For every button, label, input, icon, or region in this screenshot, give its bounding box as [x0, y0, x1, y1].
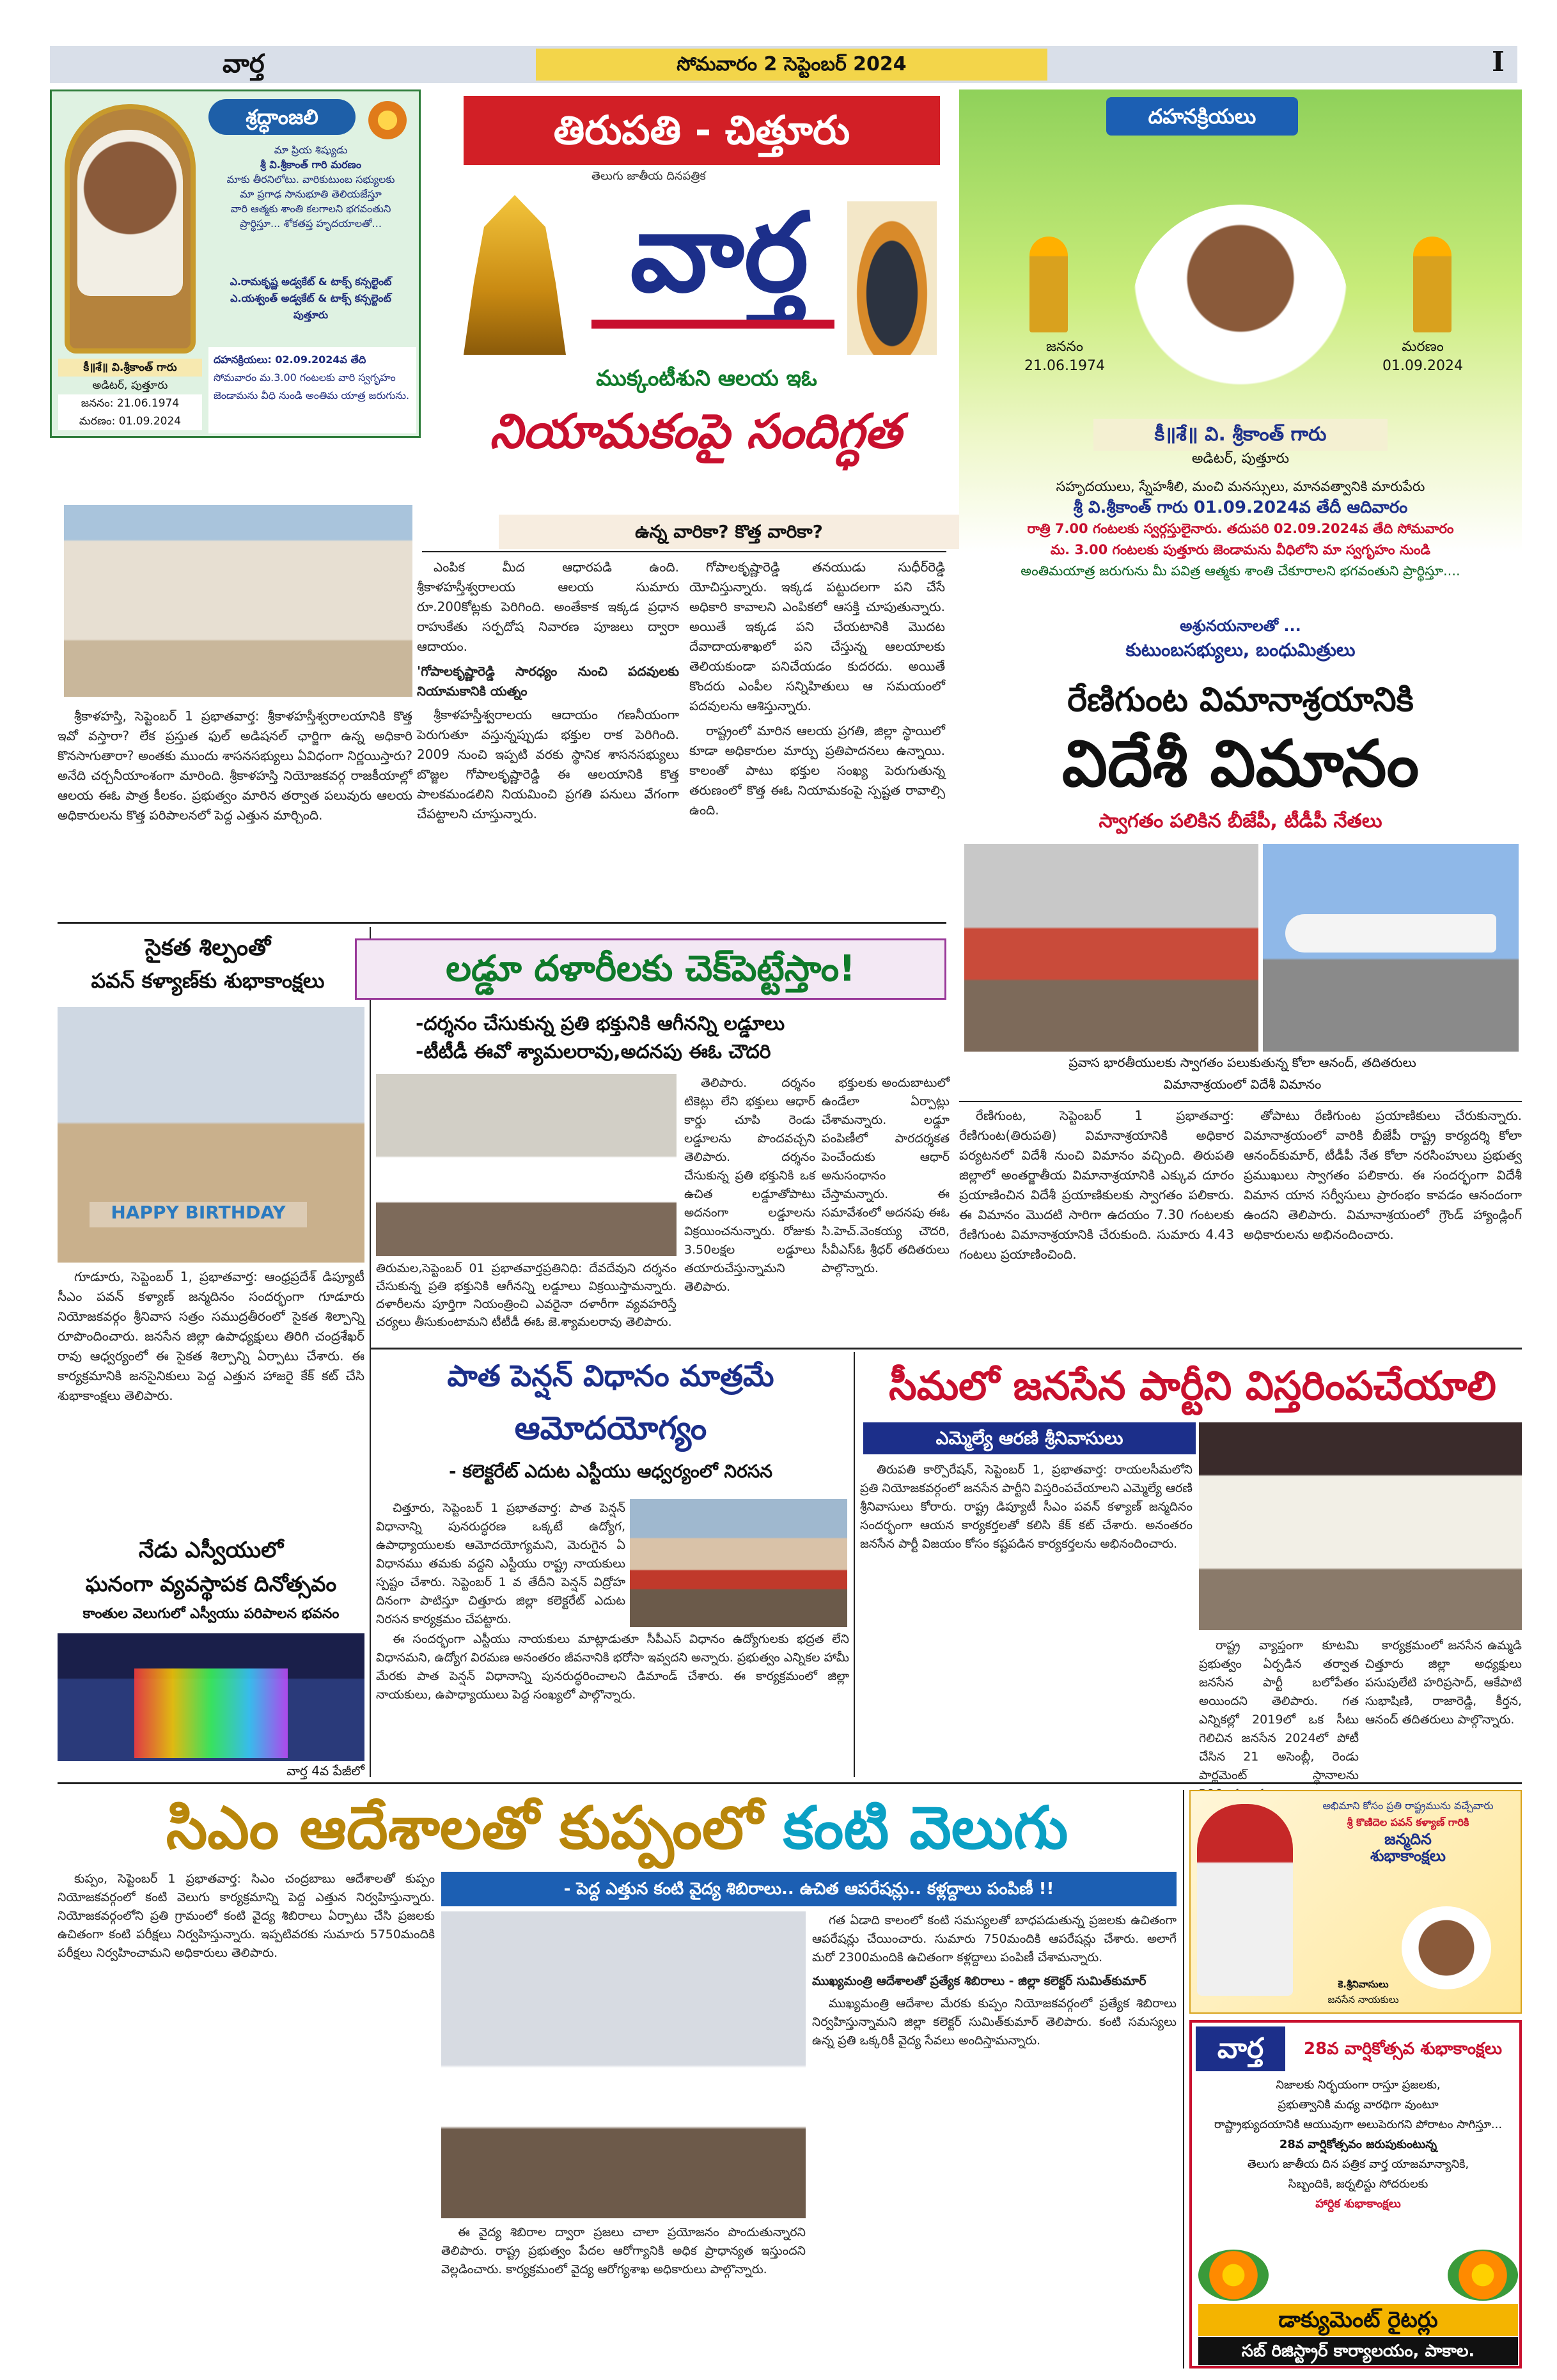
- laddu-caption: [376, 1259, 677, 1342]
- lead-headline: నియామకంపై సందిగ్ధత: [489, 404, 902, 459]
- ad-left-title: శ్రద్ధాంజలి: [208, 99, 356, 135]
- kanti-photo-eye-camp: [441, 1911, 806, 2218]
- ad-right-portrait: [1132, 205, 1349, 416]
- janasena-subhead: ఎమ్మెల్యే ఆరణి శ్రీనివాసులు: [863, 1422, 1196, 1454]
- ad-left-message: [205, 143, 416, 270]
- janasena-col-2: [1199, 1637, 1359, 1782]
- kanti-col3-text: ఈ వైద్య శిబిరాల ద్వారా ప్రజలు చాలా ప్రయోజనం పొందుతున్నారని తెలిపారు. రాష్ట్ర ప్రభుత్వం పేదల ఆరోగ్యానికి అధిక ప్రాధాన్యత ఇస్తుందని వెల్లడించారు. కార్యక్రమంలో వైద్య ఆరోగ్యశాఖ అధికారులు పాల్గొన్నారు.: [441, 2225, 806, 2276]
- ad-right-footer1: అశ్రునయనాలతో ...: [1180, 617, 1301, 635]
- svu-headline-2: ఘనంగా వ్యవస్థాపక దినోత్సవం: [85, 1571, 337, 1596]
- col-divider-mid: [854, 1352, 855, 1777]
- ad-right-died-date: 01.09.2024: [1382, 358, 1463, 374]
- laddu-caption-text: తిరుమల,సెప్టెంబర్ 01 ప్రభాతవార్తప్రతినిధి: దేవదేవుని దర్శనం చేసుకున్న ప్రతి భక్తునికి ఆగీనన్ని లడ్డూలు విక్రయిస్తామన్నారు. దళారీలను పూర్తిగా నియంత్రించి ఎవరైనా దళారీగా వ్యవహరిస్తే చర్యలు తీసుకుంటామని టీటీడీ ఈఓ జె.శ్యామలరావు తెలిపారు.: [376, 1261, 677, 1329]
- janasena-col-3: [1365, 1637, 1522, 1774]
- ad-left-from1: ఎ.రామకృష్ణ అడ్వకేట్ & టాక్స్ కన్సల్టెంట్: [230, 276, 392, 288]
- ad-right-born-label: జననం: [1045, 339, 1084, 355]
- lead-intro: శ్రీకాళహస్తి, సెప్టెంబర్ 1 ప్రభాతవార్త: శ్రీకాళహస్తీశ్వరాలయానికి కొత్త ఇవో వస్తారా? లేక ప్రస్తుత ఫుల్ అడిషనల్ ఛార్జిగా ఉన్న అధికారి కొనసాగుతారా? అంతకు ముందు శాసనసభ్యులు ఏవిధంగా నిర్ణయిస్తారు? అనేది చర్చనీయాంశంగా మారింది. శ్రీకాళహస్తి నియోజకవర్గ రాజకీయాల్లో ఆలయ ఈఓ పాత్ర కీలకం. ప్రభుత్వం మారిన తర్వాత పలువురు ఆలయ అధికారులను కొత్త పరిపాలనలో పెద్ద ఎత్తున మార్చింది.: [58, 708, 412, 823]
- anniv-line7: హార్దిక శుభాకాంక్షలు: [1315, 2197, 1401, 2211]
- ad-right-footer: [1023, 614, 1458, 665]
- sand-art-banner: HAPPY BIRTHDAY: [90, 1202, 307, 1227]
- kanti-headline-2: కంటి వెలుగు: [783, 1794, 1068, 1862]
- anniv-line1: నిజాలకు నిర్భయంగా రాస్తూ ప్రజలకు,: [1276, 2078, 1441, 2092]
- svu-bottom-rule: [58, 1782, 1522, 1784]
- ad-right-role: అడిటర్, పుత్తూరు: [1191, 451, 1290, 467]
- lead-col2-p1: గోపాలకృష్ణారెడ్డి తనయుడు సుధీర్‌రెడ్డి యోచిస్తున్నారు. ఇక్కడ పట్టుదలగా పని చేసే అధికారి కావాలని ఎంపికలో ఆసక్తి చూపుతున్నారు. అయితే ఇక్కడ పని చేయటానికి మొదట దేవాదాయశాఖలో పని చేస్తున్న ఆలయాలకు తెలియకుండా పనిచేయడం కుదరదు. అయితే కొందరు ఎంపీల సన్నిహితులు ఆ సమయంలో పదవులను ఆశిస్తున్నారు.: [689, 559, 945, 713]
- kanti-col2-text-b: ముఖ్యమంత్రి ఆదేశాల మేరకు కుప్పం నియోజకవర్గంలో ప్రత్యేక శిబిరాలు నిర్వహిస్తున్నామని జిల్లా కలెక్టర్ సుమిత్‌కుమార్ తెలిపారు. కంటి సమస్యలు ఉన్న ప్రతి ఒక్కరికీ వైద్య సేవలు అందిస్తామన్నారు.: [812, 1996, 1177, 2048]
- janasena-col2-text: రాష్ట్ర వ్యాప్తంగా కూటమి ప్రభుత్వం ఏర్పడిన తర్వాత జనసేన పార్టీ బలోపేతం అయిందని తెలిపారు. గత ఎన్నికల్లో 2019లో ఒక సీటు గెలిచిన జనసేన 2024లో పోటీ చేసిన 21 అసెంబ్లీ, రెండు పార్లమెంట్ స్థానాలను: [1199, 1638, 1359, 1782]
- janasena-col3-text: కార్యక్రమంలో జనసేన ఉమ్మడి చిత్తూరు జిల్లా అధ్యక్షులు పసుపులేటి హరిప్రసాద్, ఆకేపాటి సుభాషిణి, రాజారెడ్డి, కీర్తన, ఆనంద్ తదితరులు పాల్గొన్నారు.: [1365, 1638, 1522, 1727]
- anniv-line4: 28వ వార్షికోత్సవం జరుపుకుంటున్న: [1279, 2138, 1437, 2151]
- poster-line2: శ్రీ కొణిదెల పవన్ కళ్యాణ్ గారికి: [1347, 1816, 1469, 1828]
- kanti-col-1: [58, 1870, 435, 2368]
- kanti-col-2: [812, 1911, 1177, 2365]
- poster-sign-name: కె.శ్రీనివాసులు: [1338, 1979, 1389, 1990]
- renigunta-col1-text: రేణిగుంట, సెప్టెంబర్ 1 ప్రభాతవార్త: రేణిగుంట(తిరుపతి) విమానాశ్రయానికి అధికార పర్యటనలో విదేశీ నుంచి విమానం వచ్చింది. తిరుపతి జిల్లాలో అంతర్జాతీయ విమానాశ్రయానికి ఎక్కువ దూరం ప్రయాణించిన విదేశీ ప్రయాణికులకు స్వాగతం పలికారు. ఈ విమానం మొదటి సారిగా ఉదయం 7.30 గంటలకు రేణిగుంట విమానాశ్రయానికి చేరుకుంది. సుమారు 4.43 గంటలు ప్రయాణించింది.: [959, 1108, 1234, 1262]
- laddu-headline: లడ్డూ దళారీలకు చెక్‌పెట్టేస్తాం!: [355, 938, 946, 1000]
- anniv-flowers-right: [1448, 2250, 1518, 2301]
- ad-right-line1: సహృదయులు, స్నేహశీలి, మంచి మనస్సులు, మానవత్వానికి మారుపేరు: [1056, 479, 1425, 494]
- ad-left-name: కీ॥శే॥ వి.శ్రీకాంత్ గారు: [58, 359, 202, 377]
- laddu-photo-press-meet: [376, 1074, 677, 1256]
- ad-left-note: [208, 347, 416, 433]
- svu-caption: వార్త 4వ పేజీలో: [286, 1763, 364, 1778]
- renigunta-caption-1: ప్రవాస భారతీయులకు స్వాగతం పలుకుతున్న కోలా ఆనంద్, తదితరులు: [1068, 1055, 1416, 1070]
- lead-photo-temple-office: [64, 505, 412, 697]
- poster-line4: శుభాకాంక్షలు: [1370, 1847, 1446, 1865]
- poster-line3: జన్మదిన: [1384, 1830, 1432, 1848]
- sand-art-text: గూడూరు, సెప్టెంబర్ 1, ప్రభాతవార్త: ఆంధ్రప్రదేశ్ డిప్యూటీ సీఎం పవన్ కళ్యాణ్ జన్మదినం సందర్భంగా గూడూరు నియోజకవర్గం శ్రీనివాస సత్రం సముద్రతీరంలో సైకత శిల్పాన్ని రూపొందించారు. జనసేన జిల్లా ఉపాధ్యక్షులు తిరిగి చంద్రశేఖర్ రావు ఆధ్వర్యంలో ఈ సైకత శిల్పాన్ని ఏర్పాటు చేశారు. ఈ కార్యక్రమానికి జనసైనికులు పెద్ద ఎత్తున హాజరై కేక్ కట్ చేసి శుభాకాంక్షలు తెలిపారు.: [58, 1269, 364, 1403]
- sand-art-headline-1: సైకత శిల్పంతో: [145, 935, 271, 961]
- temple-gopuram-image: [464, 195, 566, 355]
- ad-right-line4: మ. 3.00 గంటలకు పుత్తూరు జెండామను వీధిలోని మా స్వగృహం నుండి: [1050, 542, 1431, 557]
- kanti-headline-1: సిఎం ఆదేశాలతో కుప్పంలో: [166, 1794, 763, 1862]
- ad-left-born: జననం: 21.06.1974: [58, 394, 202, 412]
- renigunta-subhead: స్వాగతం పలికిన బీజేపీ, టీడీపీ నేతలు: [1099, 810, 1382, 832]
- laddu-col2-text: భక్తులకు అందుబాటులో ఉండేలా ఏర్పాట్లు చేశామన్నారు. లడ్డూ పంపిణీలో పారదర్శకత పెంచేందుకు ఆధార్ అనుసంధానం చేస్తామన్నారు. ఈ సమావేశంలో అదనపు ఈఓ సి.హెచ్.వెంకయ్య చౌదరి, సీవీఎస్ఓ శ్రీధర్ తదితరులు పాల్గొన్నారు.: [822, 1076, 950, 1275]
- poster-line1: అభిమాని కోసం ప్రతి రాష్ట్రమును వచ్చేవారు: [1322, 1800, 1494, 1812]
- ad-left-note2: సోమవారం మ.3.00 గంటలకు వారి స్వగృహం: [214, 371, 396, 384]
- edition-banner: తిరుపతి - చిత్తూరు: [464, 96, 940, 165]
- ad-right-died: [1368, 339, 1477, 380]
- laddu-col-1: [684, 1074, 815, 1342]
- ad-left-line5: వారి ఆత్మకు శాంతి కలగాలని భగవంతుని: [230, 203, 391, 215]
- cremation-ad-right: [959, 89, 1522, 668]
- ad-left-line3: మాకు తీరనిలోటు. వారికుటుంబ సభ్యులకు: [226, 173, 395, 185]
- kanti-subhead: - పెద్ద ఎత్తున కంటి వైద్య శిబిరాలు.. ఉచిత ఆపరేషన్లు.. కళ్లద్దాలు పంపిణీ !!: [441, 1872, 1177, 1906]
- renigunta-headline-1: రేణిగుంట విమానాశ్రయానికి: [1067, 681, 1414, 719]
- ad-left-died: మరణం: 01.09.2024: [58, 412, 202, 430]
- janasena-photo: [1199, 1422, 1522, 1630]
- shiva-lingam-image: [847, 201, 937, 355]
- ad-right-line5: అంతిమయాత్ర జరుగును మీ పవిత్ర ఆత్మకు శాంతి చేకూరాలని భగవంతుని ప్రార్థిస్తూ....: [1021, 563, 1460, 579]
- ad-right-line2: శ్రీ వి.శ్రీకాంత్ గారు 01.09.2024వ తేదీ ఆదివారం: [1073, 498, 1408, 517]
- ad-left-from3: పుత్తూరు: [293, 309, 329, 321]
- renigunta-headline-2: విదేశీ విమానం: [1061, 726, 1420, 801]
- ad-left-note3: జెండామను వీధి నుండి అంతిమ యాత్ర జరుగును.: [214, 389, 410, 401]
- masthead-underline: [591, 320, 834, 329]
- anniv-office: సబ్ రిజిస్ట్రార్ కార్యాలయం, పాకాల.: [1198, 2337, 1518, 2365]
- kanti-headline: [58, 1790, 1177, 1867]
- ad-left-line1: మా ప్రియ శిష్యుడు: [274, 144, 348, 156]
- svu-headline-1: నేడు ఎస్వీయులో: [138, 1537, 284, 1563]
- poster-sign-role: జనసేన నాయకులు: [1327, 1994, 1399, 2005]
- ad-right-line3: రాత్రి 7.00 గంటలకు స్వర్గస్తులైనారు. తదుపరి 02.09.2024వ తేది సోమవారం: [1027, 521, 1454, 536]
- masthead-block: [464, 169, 940, 361]
- svu-building-lights: [134, 1668, 288, 1758]
- birthday-poster-ad: [1189, 1790, 1522, 2014]
- lead-col1-p1: ఎంపిక మీద ఆధారపడి ఉంది. శ్రీకాళహస్తీశ్వరాలయ ఆలయ సుమారు రూ.200కోట్లకు పెరిగింది. అంతేకాక ఇక్కడ ప్రధాన రాహుకేతు సర్పదోష నివారణ పూజలు ద్వారా ఆదాయం.: [417, 559, 679, 654]
- kanti-col2-subhead: ముఖ్యమంత్రి ఆదేశాలతో ప్రత్యేక శిబిరాలు - జిల్లా కలెక్టర్ సుమిత్‌కుమార్: [812, 1974, 1146, 1988]
- janasena-headline: సీమలో జనసేన పార్టీని విస్తరింపచేయాలి: [889, 1362, 1496, 1409]
- anniv-logo: వార్త: [1196, 2026, 1285, 2071]
- ad-left-note1: దహనక్రియలు: 02.09.2024వ తేది: [214, 354, 366, 366]
- lead-kicker: ముక్కంటీశుని ఆలయ ఇఓ: [596, 366, 817, 391]
- anniv-title: 28వ వార్షికోత్సవ శుభాకాంక్షలు: [1303, 2039, 1503, 2058]
- ad-right-name: కీ॥శే॥ వి. శ్రీకాంత్ గారు: [1093, 419, 1388, 451]
- janasena-col1-text: తిరుపతి కార్పొరేషన్, సెప్టెంబర్ 1, ప్రభాతవార్త: రాయలసీమలోని ప్రతి నియోజకవర్గంలో జనసేన పార్టీని విస్తరింపచేయాలని ఎమ్మెల్యే ఆరణి శ్రీనివాసులు కోరారు. రాష్ట్ర డిప్యూటీ సీఎం పవన్ కళ్యాణ్ జన్మదినం సందర్భంగా ఆయన కార్యకర్తలతో కలిసి కేక్ కట్ చేశారు. అనంతరం జనసేన పార్టీ విజయం కోసం కష్టపడిన కార్యకర్తలను అభినందించారు.: [860, 1463, 1193, 1551]
- renigunta-photo-welcome: [964, 844, 1258, 1052]
- pension-headline-2: ఆమోదయోగ్యం: [514, 1410, 707, 1447]
- lead-col-0: [58, 706, 412, 917]
- svu-subhead: కాంతుల వెలుగులో ఎస్వీయు పరిపాలన భవనం: [82, 1606, 340, 1622]
- ad-right-died-label: మరణం: [1402, 339, 1444, 355]
- pension-col-1: [376, 1499, 625, 1627]
- header-date: సోమవారం 2 సెప్టెంబర్ 2024: [536, 49, 1047, 81]
- janasena-col-1: [860, 1461, 1193, 1774]
- anniv-flowers-left: [1198, 2250, 1269, 2301]
- renigunta-caption-2: విమానాశ్రయంలో విదేశీ విమానం: [1163, 1077, 1322, 1092]
- lead-col1-subhead: 'గోపాలకృష్ణారెడ్డి సారధ్యం నుంచి పదవులకు నియామకానికి యత్నం: [417, 664, 679, 699]
- ad-right-lamp-right-icon: [1413, 237, 1451, 332]
- masthead-tagline: తెలుగు జాతీయ దినపత్రిక: [591, 169, 706, 183]
- lead-subhead: ఉన్న వారికా? కొత్త వారికా?: [499, 515, 959, 549]
- page-header-bar: [50, 46, 1517, 83]
- sand-art-headline-2: పవన్ కళ్యాణ్‌కు శుభాకాంక్షలు: [91, 968, 325, 993]
- lead-col1-p2: శ్రీకాళహస్తీశ్వరాలయ ఆదాయం గణనీయంగా పెరుగుతూ వస్తున్నప్పుడు భక్తుల రాక పెరిగింది. 2009 నుంచి ఇప్పటి వరకు స్థానిక శాసనసభ్యులు బొజ్జల గోపాలకృష్ణారెడ్డి ఈ ఆలయానికి కొత్త పాలకమండలిని నియమించి ప్రగతి పనులు వేగంగా చేపట్టాలని చూస్తున్నారు.: [417, 707, 679, 821]
- header-masthead-small: వార్త: [223, 49, 265, 79]
- ad-right-title: దహనక్రియలు: [1106, 97, 1298, 136]
- col-divider-right: [1183, 1790, 1184, 2368]
- anniv-text: [1198, 2075, 1518, 2248]
- anniv-writers: డాక్యుమెంట్ రైటర్లు: [1198, 2304, 1518, 2336]
- svu-photo-lit-building: [58, 1633, 364, 1761]
- renigunta-col-2: [1244, 1106, 1522, 1342]
- ad-left-line4: మా ప్రగాఢ సానుభూతి తెలియజేస్తూ: [240, 188, 382, 200]
- ad-left-from2: ఎ.యశ్వంత్ అడ్వకేట్ & టాక్స్ కన్సల్టెంట్: [230, 292, 391, 304]
- ad-left-lamp-icon: [365, 98, 410, 143]
- poster-figure-left: [1197, 1804, 1293, 1996]
- ad-left-line2: శ్రీ వి.శ్రీకాంత్ గారి మరణం: [260, 159, 361, 171]
- masthead-logo: వార్త: [630, 189, 809, 316]
- ad-left-role: అడిటర్, పుత్తూరు: [92, 379, 168, 392]
- laddu-bullets: [416, 1010, 940, 1068]
- anniv-line6: సిబ్బందికి, జర్నలిస్టు సోదరులకు: [1288, 2177, 1428, 2191]
- poster-sign: [1299, 1977, 1427, 2012]
- lead-col-2: [689, 557, 945, 915]
- poster-text: [1299, 1798, 1517, 1913]
- ad-left-portrait: [77, 130, 183, 296]
- pension-col1-text: చిత్తూరు, సెప్టెంబర్ 1 ప్రభాతవార్త: పాత పెన్షన్ విధానాన్ని పునరుద్ధరణ ఒక్కటే ఉద్యోగ, ఉపాధ్యాయులకు ఆమోదయోగ్యమని, మెరుగైన ఏ విధానము తమకు వద్దని ఎస్టీయు రాష్ట్ర నాయకులు స్పష్టం చేశారు. సెప్టెంబర్ 1 వ తేదీని పెన్షన్ విద్రోహ దినంగా పాటిస్తూ చిత్తూరు జిల్లా కలెక్టరేట్ ఎదుట నిరసన కార్యక్రమం చేపట్టారు.: [376, 1501, 625, 1626]
- renigunta-aircraft-shape: [1285, 914, 1496, 953]
- laddu-bullet-2: -టీటీడీ ఈవో శ్యామలరావు,అదనపు ఈఓ చౌదరి: [416, 1041, 771, 1063]
- anniv-line2: ప్రభుత్వానికి మధ్య వారధిగా వుంటూ: [1278, 2098, 1439, 2112]
- col-divider-left: [370, 927, 371, 1777]
- ad-right-born: [1010, 339, 1119, 380]
- laddu-col-2: [822, 1074, 950, 1342]
- lead-subhead-rule: [422, 551, 946, 552]
- anniversary-ad: [1189, 2020, 1522, 2368]
- ad-right-footer2: కుటుంబసభ్యులు, బంధుమిత్రులు: [1125, 639, 1356, 660]
- ad-left-name-box: [58, 359, 202, 435]
- pension-photo-protest: [630, 1499, 847, 1627]
- kanti-col-3: [441, 2223, 806, 2367]
- ad-right-lines: [978, 476, 1503, 607]
- lead-col-1: [417, 557, 679, 915]
- laddu-bottom-rule: [371, 1348, 1522, 1349]
- ad-left-line6: ప్రార్థిస్తూ... శోకతప్త హృదయాలతో...: [240, 217, 382, 229]
- laddu-bullet-1: -దర్శనం చేసుకున్న ప్రతి భక్తునికి ఆగీనన్ని లడ్డూలు: [416, 1013, 785, 1035]
- anniv-line3: రాష్ట్రాభ్యుదయానికి ఆయువుగా అలుపెరుగని పోరాటం సాగిస్తూ...: [1214, 2118, 1503, 2131]
- kanti-col2-text: గత ఏడాది కాలంలో కంటి సమస్యలతో బాధపడుతున్న ప్రజలకు ఉచితంగా ఆపరేషన్లు చేయించారు. సుమారు 750మందికి ఆపరేషన్లు చేశారు. అలాగే మరో 2300మందికి ఉచితంగా కళ్లద్దాలు పంపిణీ చేశామన్నారు.: [812, 1913, 1177, 1964]
- obituary-ad-left: [50, 89, 421, 438]
- pension-col2-text: ఈ సందర్భంగా ఎస్టీయు నాయకులు మాట్లాడుతూ సీపీఎస్ విధానం ఉద్యోగులకు భద్రత లేని విధానమని, ఉద్యోగ విరమణ అనంతరం జీవనానికి భరోసా ఇవ్వదని అన్నారు. ప్రభుత్వం ఎన్నికల హామీ మేరకు పాత పెన్షన్ విధానాన్ని పునరుద్ధరించాలని డిమాండ్ చేశారు. ఈ కార్యక్రమంలో జిల్లా నాయకులు, ఉపాధ్యాయులు పెద్ద సంఖ్యలో పాల్గొన్నారు.: [376, 1632, 849, 1702]
- renigunta-caption-rule: [959, 1101, 1522, 1102]
- lead-bottom-rule: [58, 922, 946, 924]
- page-number: I: [1492, 46, 1505, 77]
- renigunta-col-1: [959, 1106, 1234, 1342]
- lead-col2-p2: రాష్ట్రంలో మారిన ఆలయ ప్రగతి, జిల్లా స్థాయిలో కూడా అధికారుల మార్పు ప్రతిపాదనలు ఉన్నాయి. కాలంతో పాటు భక్తుల సంఖ్య పెరుగుతున్న తరుణంలో కొత్త ఈఓ నియామకంపై స్పష్టత రావాల్సి ఉంది.: [689, 723, 945, 818]
- ad-left-from: [205, 274, 416, 331]
- kanti-col1-text: కుప్పం, సెప్టెంబర్ 1 ప్రభాతవార్త: సిఎం చంద్రబాబు ఆదేశాలతో కుప్పం నియోజకవర్గంలో కంటి వెలుగు కార్యక్రమాన్ని పెద్ద ఎత్తున నిర్వహిస్తున్నారు. నియోజకవర్గంలోని ప్రతి గ్రామంలో కంటి వైద్య శిబిరాలు ఏర్పాటు చేసి ప్రజలకు ఉచితంగా కంటి పరీక్షలు నిర్వహిస్తున్నారు. ఇప్పటివరకు సుమారు 5750మందికి పరీక్షలు నిర్వహించామని అధికారులు తెలిపారు.: [58, 1872, 435, 1960]
- pension-headline-1: పాత పెన్షన్ విధానం మాత్రమే: [447, 1358, 774, 1393]
- ad-right-born-date: 21.06.1974: [1024, 358, 1105, 374]
- ad-right-lamp-left-icon: [1029, 237, 1068, 332]
- anniv-line5: తెలుగు జాతీయ దిన పత్రిక వార్త యాజమాన్యానికి,: [1247, 2158, 1469, 2171]
- pension-subhead: - కలెక్టరేట్ ఎదుట ఎస్టీయు ఆధ్వర్యంలో నిరసన: [448, 1461, 773, 1482]
- renigunta-col2-text: తోపాటు రేణిగుంట ప్రయాణికులు చేరుకున్నారు. విమానాశ్రయంలో వారికి బీజేపీ రాష్ట్ర కార్యదర్శి కోలా ఆనంద్‌కుమార్, టీడీపీ నేత కోలా నరసింహులు ప్రభుత్వ ప్రముఖులు స్వాగతం పలికారు. ఈ సందర్భంగా విదేశీ విమాన యాన సర్వీసులు ప్రారంభం కావడం ఆనందంగా ఉందని తెలిపారు. విమానాశ్రయంలో గ్రౌండ్ హ్యాండ్లింగ్ అధికారులను అభినందించారు.: [1244, 1108, 1522, 1242]
- laddu-col1-text: తెలిపారు. దర్శనం టికెట్లు లేని భక్తులు ఆధార్ కార్డు చూపి రెండు లడ్డూలను పొందవచ్చని తెలిపారు. దర్శనం చేసుకున్న ప్రతి భక్తునికి ఒక ఉచిత లడ్డూతోపాటు అదనంగా లడ్డూలను విక్రయించనున్నారు. రోజుకు 3.50లక్షల లడ్డూలు తయారుచేస్తున్నామని తెలిపారు.: [684, 1076, 815, 1294]
- pension-col-2: [376, 1630, 849, 1758]
